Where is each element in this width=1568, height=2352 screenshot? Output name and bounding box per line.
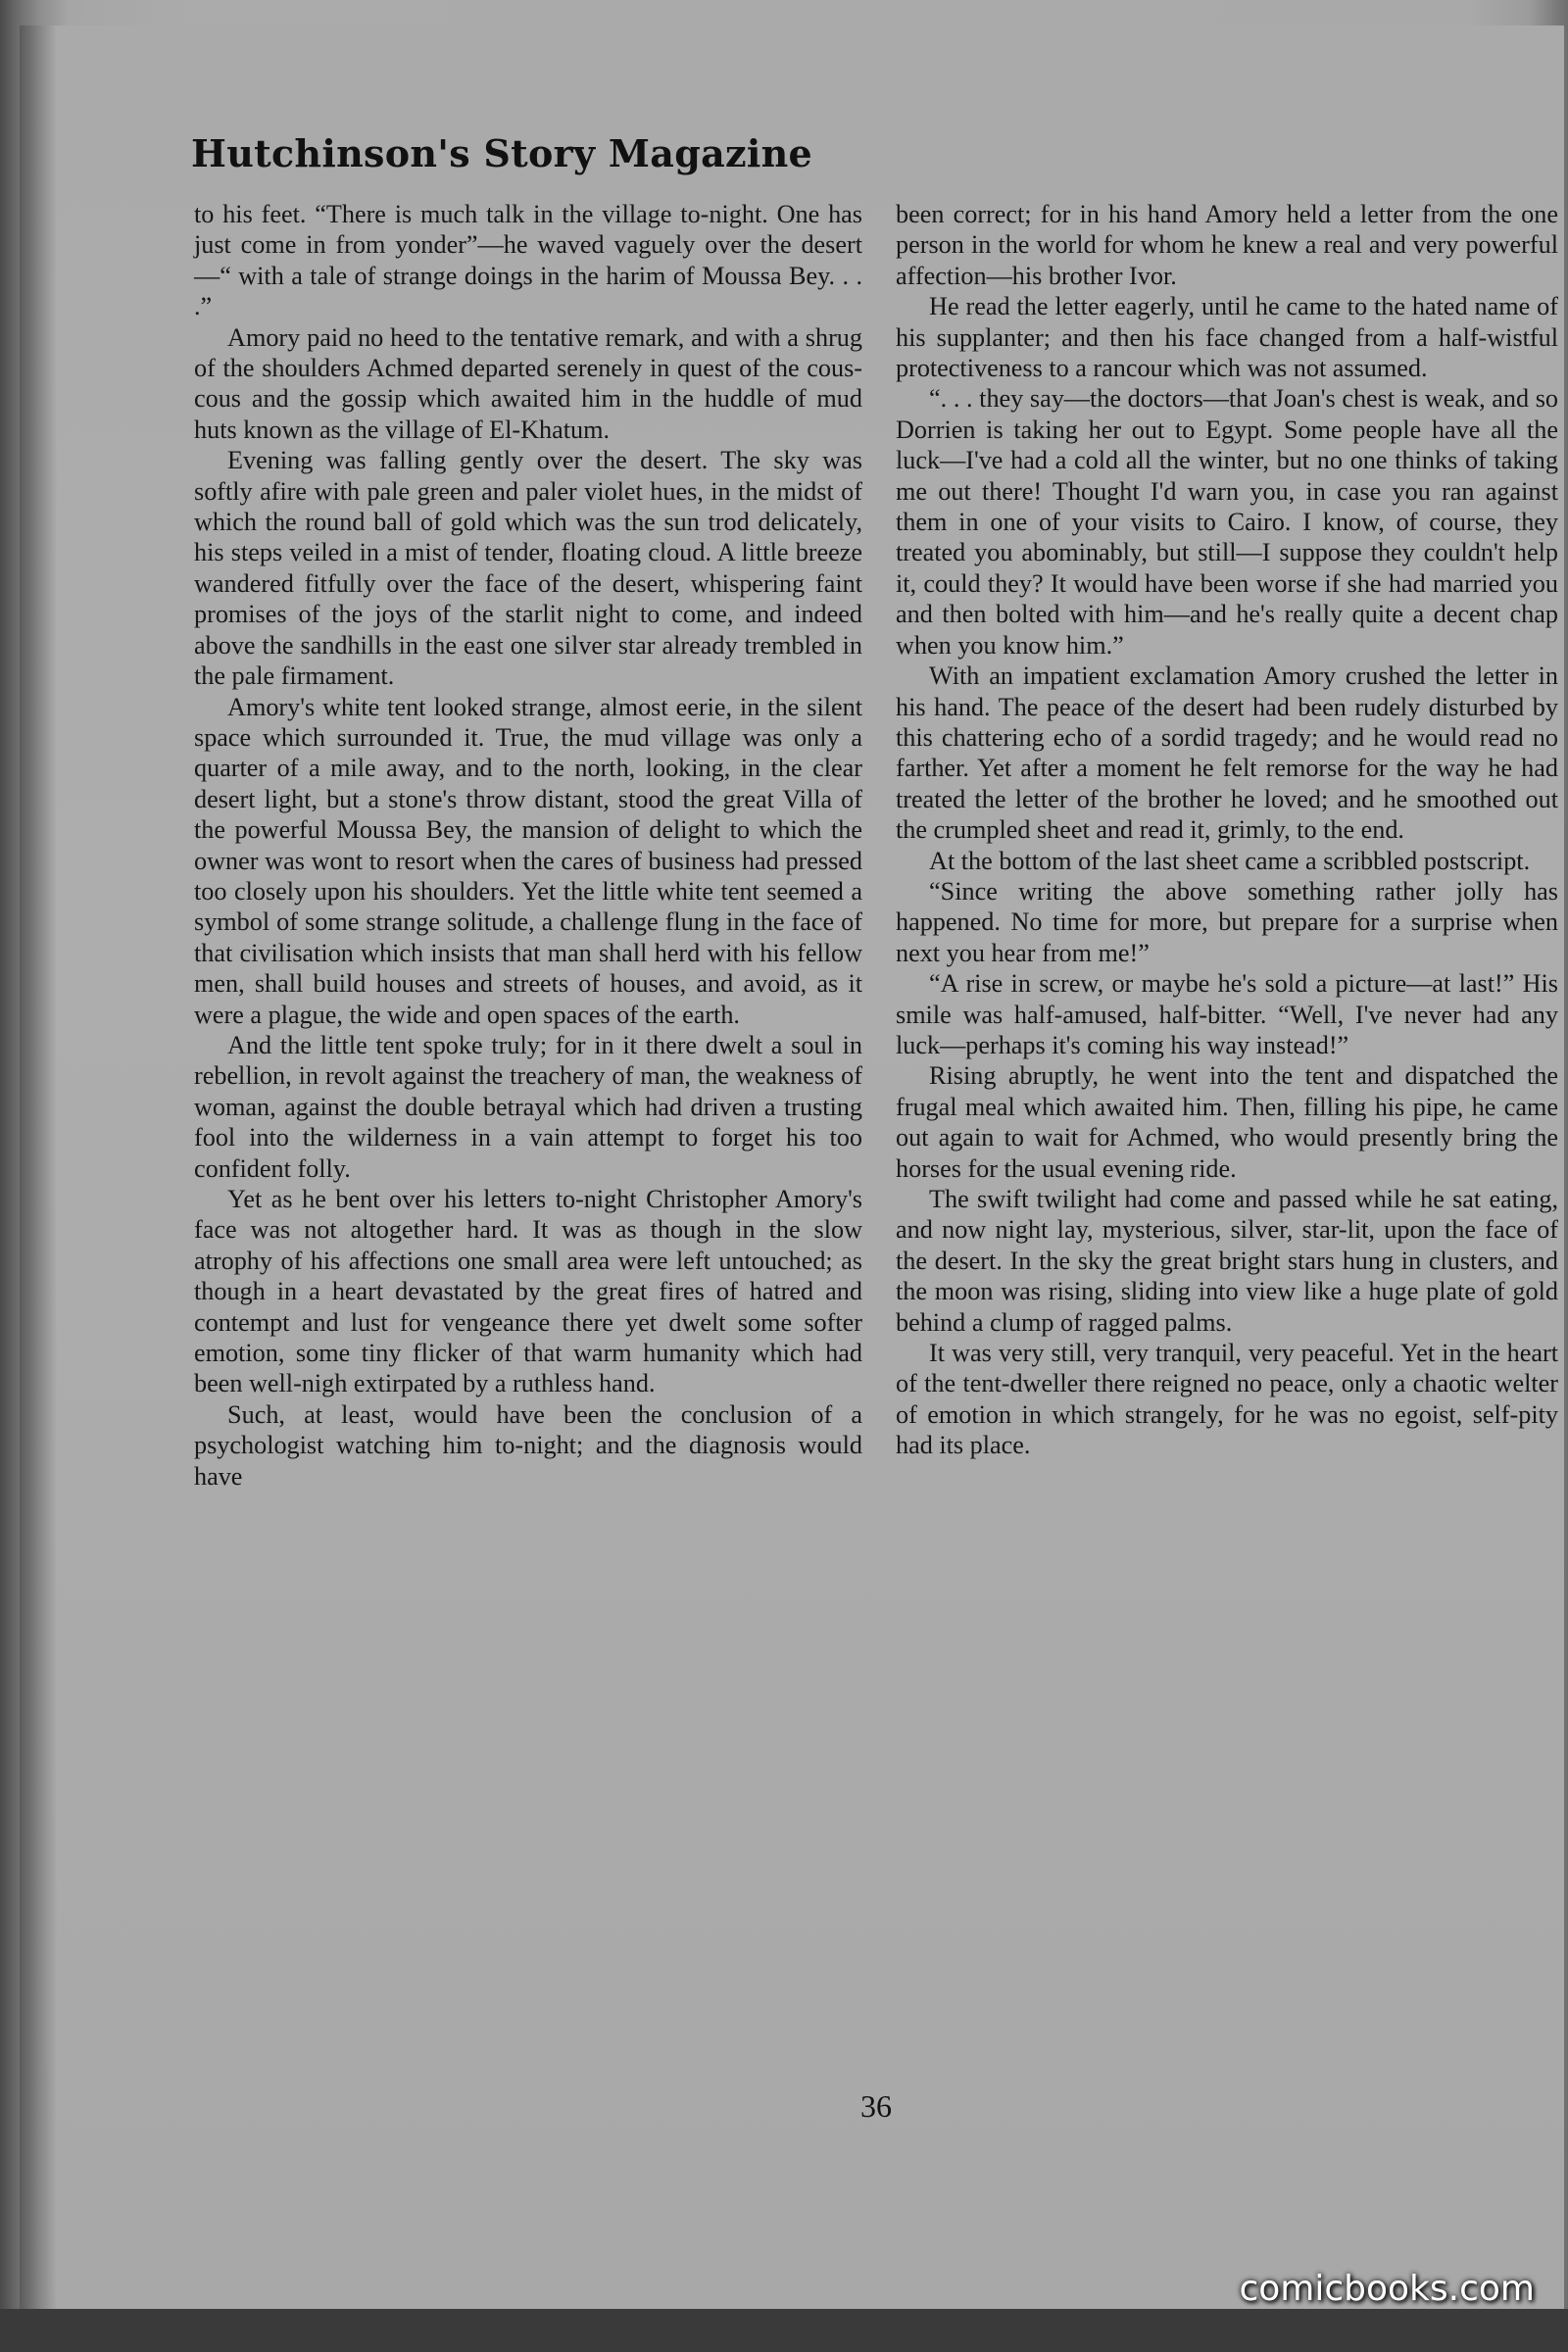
left-column <box>194 199 862 1492</box>
paragraph: Amory's white tent looked strange, almost eerie, in the silent space which surrounded it. True, the mud village was only a quarter of a mile away, and to the north, looking, in the clear desert light, but a stone's throw distant, stood the great Villa of the powerful Moussa Bey, the mansion of delight to which the owner was wont to resort when the cares of business had pressed too closely upon his shoulders. Yet the little white tent seemed a symbol of some strange solitude, a challenge flung in the face of that civilisation which insists that man shall herd with his fellow men, shall build houses and streets of houses, and avoid, as it were a plague, the wide and open spaces of the earth. <box>194 692 862 1029</box>
paragraph: He read the letter eagerly, until he came to the hated name of his supplanter; and then his face changed from a half-wistful protectiveness to a rancour which was not assumed. <box>896 292 1558 383</box>
paragraph: Amory paid no heed to the tentative remark, and with a shrug of the shoulders Achmed departed serenely in quest of the cous-cous and the gossip which awaited him in the huddle of mud huts known as the village of El-Khatum. <box>194 322 862 444</box>
scan-bottom-edge <box>0 2309 1568 2352</box>
right-column <box>896 199 1558 1461</box>
paragraph: With an impatient exclamation Amory crushed the letter in his hand. The peace of the desert had been rudely disturbed by this chattering echo of a sordid tragedy; and he would read no farther. Yet after a moment he felt remorse for the way he had treated the letter of the brother he loved; and he smoothed out the crumpled sheet and read it, grimly, to the end. <box>896 662 1558 845</box>
paragraph: Evening was falling gently over the desert. The sky was softly afire with pale green and paler violet hues, in the midst of which the round ball of gold which was the sun trod delicately, his steps veiled in a mist of tender, floating cloud. A little breeze wandered fitfully over the face of the desert, whispering faint promises of the joys of the starlit night to come, and indeed above the sandhills in the east one silver star already trembled in the pale firmament. <box>194 446 862 691</box>
page-number: 36 <box>860 2088 892 2124</box>
paragraph: The swift twilight had come and passed while he sat eating, and now night lay, mysterious, silver, star-lit, upon the face of the desert. In the sky the great bright stars hung in clusters, and the moon was rising, sliding into view like a huge plate of gold behind a clump of ragged palms. <box>896 1185 1558 1337</box>
watermark-logo: comicbooks.com <box>1239 2269 1535 2309</box>
paragraph: “. . . they say—the doctors—that Joan's chest is weak, and so Dorrien is taking her out to Egypt. Some people have all the luck—I've had a cold all the winter, but no one thinks of taking me out there! Thought I'd warn you, in case you ran against them in one of your visits to Cairo. I know, of course, they treated you abominably, but still—I suppose they couldn't help it, could they? It would have been worse if she had married you and then bolted with him—and he's really quite a decent chap when you know him.” <box>896 384 1558 660</box>
paragraph: Such, at least, would have been the conclusion of a psychologist watching him to-night; and the diagnosis would have <box>194 1399 862 1491</box>
paragraph: Yet as he bent over his letters to-night Christopher Amory's face was not altogether hard. It was as though in the slow atrophy of his affections one small area were left untouched; as though in a heart devastated by the great fires of hatred and contempt and lust for vengeance there yet dwelt some softer emotion, some tiny flicker of that warm humanity which had been well-nigh extirpated by a ruthless hand. <box>194 1185 862 1398</box>
paragraph: been correct; for in his hand Amory held a letter from the one person in the world for whom he knew a real and very powerful affection—his brother Ivor. <box>896 200 1558 290</box>
paragraph: “A rise in screw, or maybe he's sold a picture—at last!” His smile was half-amused, half-bitter. “Well, I've never had any luck—perhaps it's coming his way instead!” <box>896 969 1558 1059</box>
paragraph: to his feet. “There is much talk in the village to-night. One has just come in from yonder”—he waved vaguely over the desert—“ with a tale of strange doings in the harim of Moussa Bey. . . .” <box>194 200 862 321</box>
paragraph: And the little tent spoke truly; for in it there dwelt a soul in rebellion, in revolt against the treachery of man, the weakness of woman, against the double betrayal which had driven a trusting fool into the wilderness in a vain attempt to forget his too confident folly. <box>194 1030 862 1183</box>
binding-shadow <box>20 25 57 2309</box>
running-header: Hutchinson's Story Magazine <box>191 131 813 175</box>
paragraph: Rising abruptly, he went into the tent and dispatched the frugal meal which awaited him. Then, filling his pipe, he came out again to wait for Achmed, who would presently bring the horses for the usual evening ride. <box>896 1061 1558 1183</box>
paragraph: It was very still, very tranquil, very peaceful. Yet in the heart of the tent-dweller there reigned no peace, only a chaotic welter of emotion in which strangely, for he was no egoist, self-pity had its place. <box>896 1339 1558 1460</box>
paragraph: “Since writing the above something rather jolly has happened. No time for more, but prepare for a surprise when next you hear from me!” <box>896 876 1558 967</box>
paragraph: At the bottom of the last sheet came a scribbled postscript. <box>929 846 1531 875</box>
